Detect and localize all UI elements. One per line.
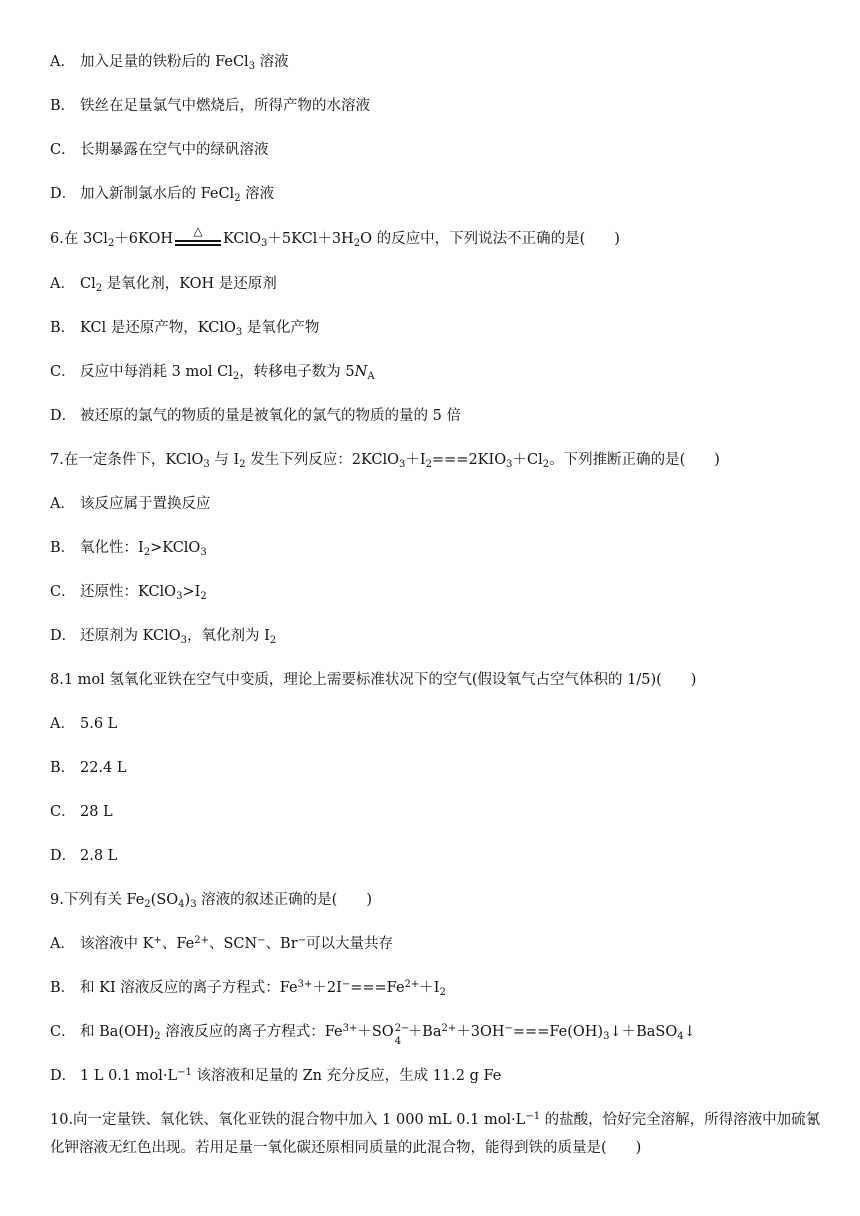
q6-stem: 6.在 $3Cl_2+6KOH$ △ $KClO_3+5KCl+3H_2O$ 的反应中，下列说法不正确的是( ) [50, 229, 830, 249]
q9-option-b: B． 和 KI 溶液反应的离子方程式：$Fe^{3+}+2I^-===Fe^{2+}+I_2$ [50, 979, 446, 998]
q6-option-c: C． 反应中每消耗 3 mol $Cl_2$，转移电子数为 $5N_A$ [50, 364, 375, 382]
q7-option-c: C． 还原性：$KClO_3>I_2$ [50, 584, 207, 602]
q10-stem: 10.向一定量铁、氧化铁、氧化亚铁的混合物中加入 1 000 mL 0.1 $mol\cdot L^{-1}$ 的盐酸，恰好完全溶解，所得溶液中加硫氰化钾溶液无红色出现。若用足量一氧化碳还原相同质量的此混合物，能得到铁的质量是( ) [50, 1111, 821, 1156]
q6-option-a: A． $Cl_2$ 是氧化剂，KOH 是还原剂 [50, 276, 277, 294]
q9-option-c: C． 和 $Ba(OH)_2$ 溶液反应的离子方程式：$Fe^{3+}+SO$ 2− 4 $+Ba^{2+}+3OH^-===Fe(OH)_3↓+BaSO_4↓$ [50, 1023, 696, 1047]
q7-option-a: A． 该反应属于置换反应 [50, 496, 211, 512]
q8-option-c: C． 28 L [50, 804, 113, 820]
q6-option-d: D． 被还原的氯气的物质的量是被氧化的氯气的物质的量的 5 倍 [50, 408, 461, 424]
q8-option-b: B． 22.4 L [50, 760, 127, 776]
q9-stem: 9.下列有关 $Fe_2(SO_4)_3$ 溶液的叙述正确的是( ) [50, 892, 373, 910]
q9-option-d: D． 1 L 0.1 $mol\cdot L^{-1}$ 该溶液和足量的 Zn 充分反应，生成 11.2 g Fe [50, 1067, 502, 1084]
q8-option-d: D． 2.8 L [50, 848, 118, 864]
q8-option-a: A． 5.6 L [50, 716, 118, 732]
triangle-heat-icon: △ [193, 224, 203, 238]
heating-equation-sign [173, 224, 223, 249]
q7-option-d: D． 还原剂为 KClO$_3$，氧化剂为 $I_2$ [50, 628, 277, 646]
q8-stem: 8.1 mol 氢氧化亚铁在空气中变质，理论上需要标准状况下的空气(假设氧气占空气体积的 1/5)( ) [50, 672, 697, 688]
q5-option-d: D． 加入新制氯水后的 FeCl$_2$ 溶液 [50, 186, 275, 204]
q7-option-b: B． 氧化性：$I_2>KClO_3$ [50, 540, 207, 558]
q5-option-b: B． 铁丝在足量氯气中燃烧后，所得产物的水溶液 [50, 98, 370, 114]
q6-option-b: B． KCl 是还原产物，KClO$_3$ 是氧化产物 [50, 320, 320, 338]
q9-option-a: A． 该溶液中 K+、$Fe^{2+}$、SCN−、Br−可以大量共存 [50, 935, 394, 952]
q5-option-c: C． 长期暴露在空气中的绿矾溶液 [50, 142, 269, 158]
q7-stem: 7.在一定条件下，KClO$_3$ 与 $I_2$ 发生下列反应：$2KClO_3+I_2===2KIO_3+Cl_2$。下列推断正确的是( ) [50, 452, 720, 470]
q5-option-a: A． 加入足量的铁粉后的 FeCl$_3$ 溶液 [50, 54, 289, 72]
sulfate-charge-stack: 2− 4 [394, 1023, 410, 1047]
